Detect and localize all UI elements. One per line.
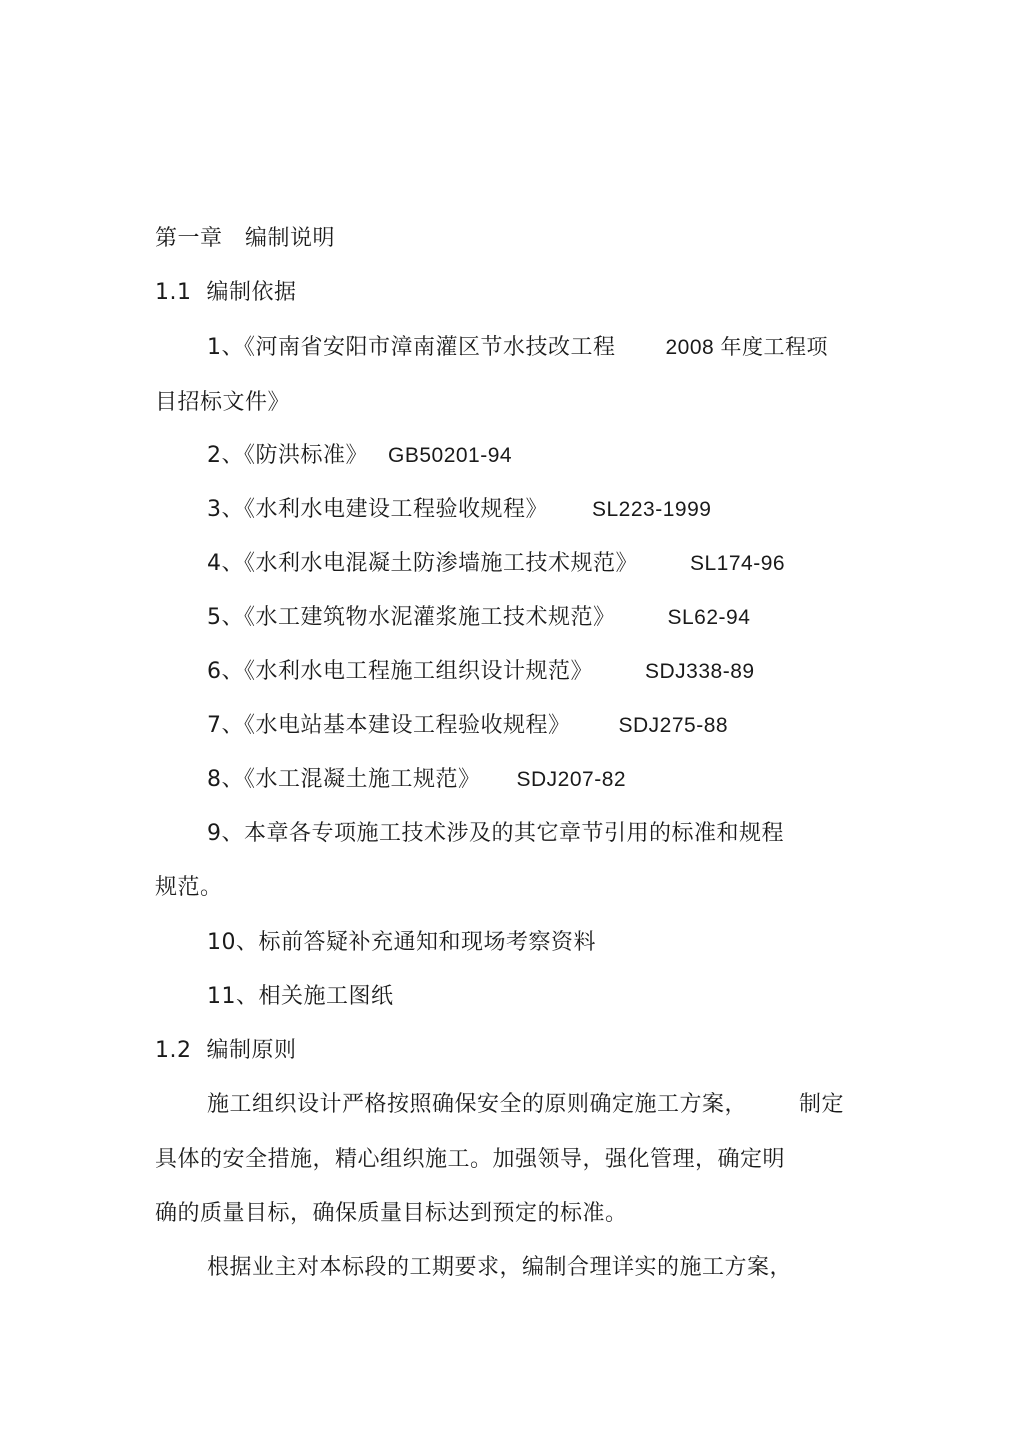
basis-item-1: 1、《河南省安阳市漳南灌区节水技改工程 2008 年度工程项 — [207, 335, 829, 360]
principles-line-3: 确的质量目标，确保质量目标达到预定的标准。 — [155, 1201, 628, 1226]
principles-line-4: 根据业主对本标段的工期要求，编制合理详实的施工方案， — [207, 1255, 793, 1280]
basis-item-9-cont: 规范。 — [155, 875, 223, 900]
basis-item-3: 3、《水利水电建设工程验收规程》 SL223-1999 — [207, 497, 712, 522]
basis-item-11: 11、相关施工图纸 — [207, 984, 394, 1009]
basis-item-5: 5、《水工建筑物水泥灌浆施工技术规范》 SL62-94 — [207, 605, 751, 630]
principles-line-1: 施工组织设计严格按照确保安全的原则确定施工方案， 制定 — [207, 1092, 845, 1117]
chapter-title: 第一章 编制说明 — [155, 226, 336, 251]
section-heading-basis: 1.1 编制依据 — [155, 280, 297, 305]
basis-item-10: 10、标前答疑补充通知和现场考察资料 — [207, 930, 596, 955]
basis-item-2: 2、《防洪标准》 GB50201-94 — [207, 443, 513, 468]
basis-item-7: 7、《水电站基本建设工程验收规程》 SDJ275-88 — [207, 713, 729, 738]
basis-item-1-cont: 目招标文件》 — [155, 390, 291, 415]
basis-item-4: 4、《水利水电混凝土防渗墙施工技术规范》 SL174-96 — [207, 551, 786, 576]
basis-item-6: 6、《水利水电工程施工组织设计规范》 SDJ338-89 — [207, 659, 755, 684]
principles-line-2: 具体的安全措施，精心组织施工。加强领导，强化管理，确定明 — [155, 1147, 786, 1172]
section-heading-principles: 1.2 编制原则 — [155, 1038, 297, 1063]
basis-item-8: 8、《水工混凝土施工规范》 SDJ207-82 — [207, 767, 627, 792]
basis-item-9: 9、本章各专项施工技术涉及的其它章节引用的标准和规程 — [207, 821, 784, 846]
